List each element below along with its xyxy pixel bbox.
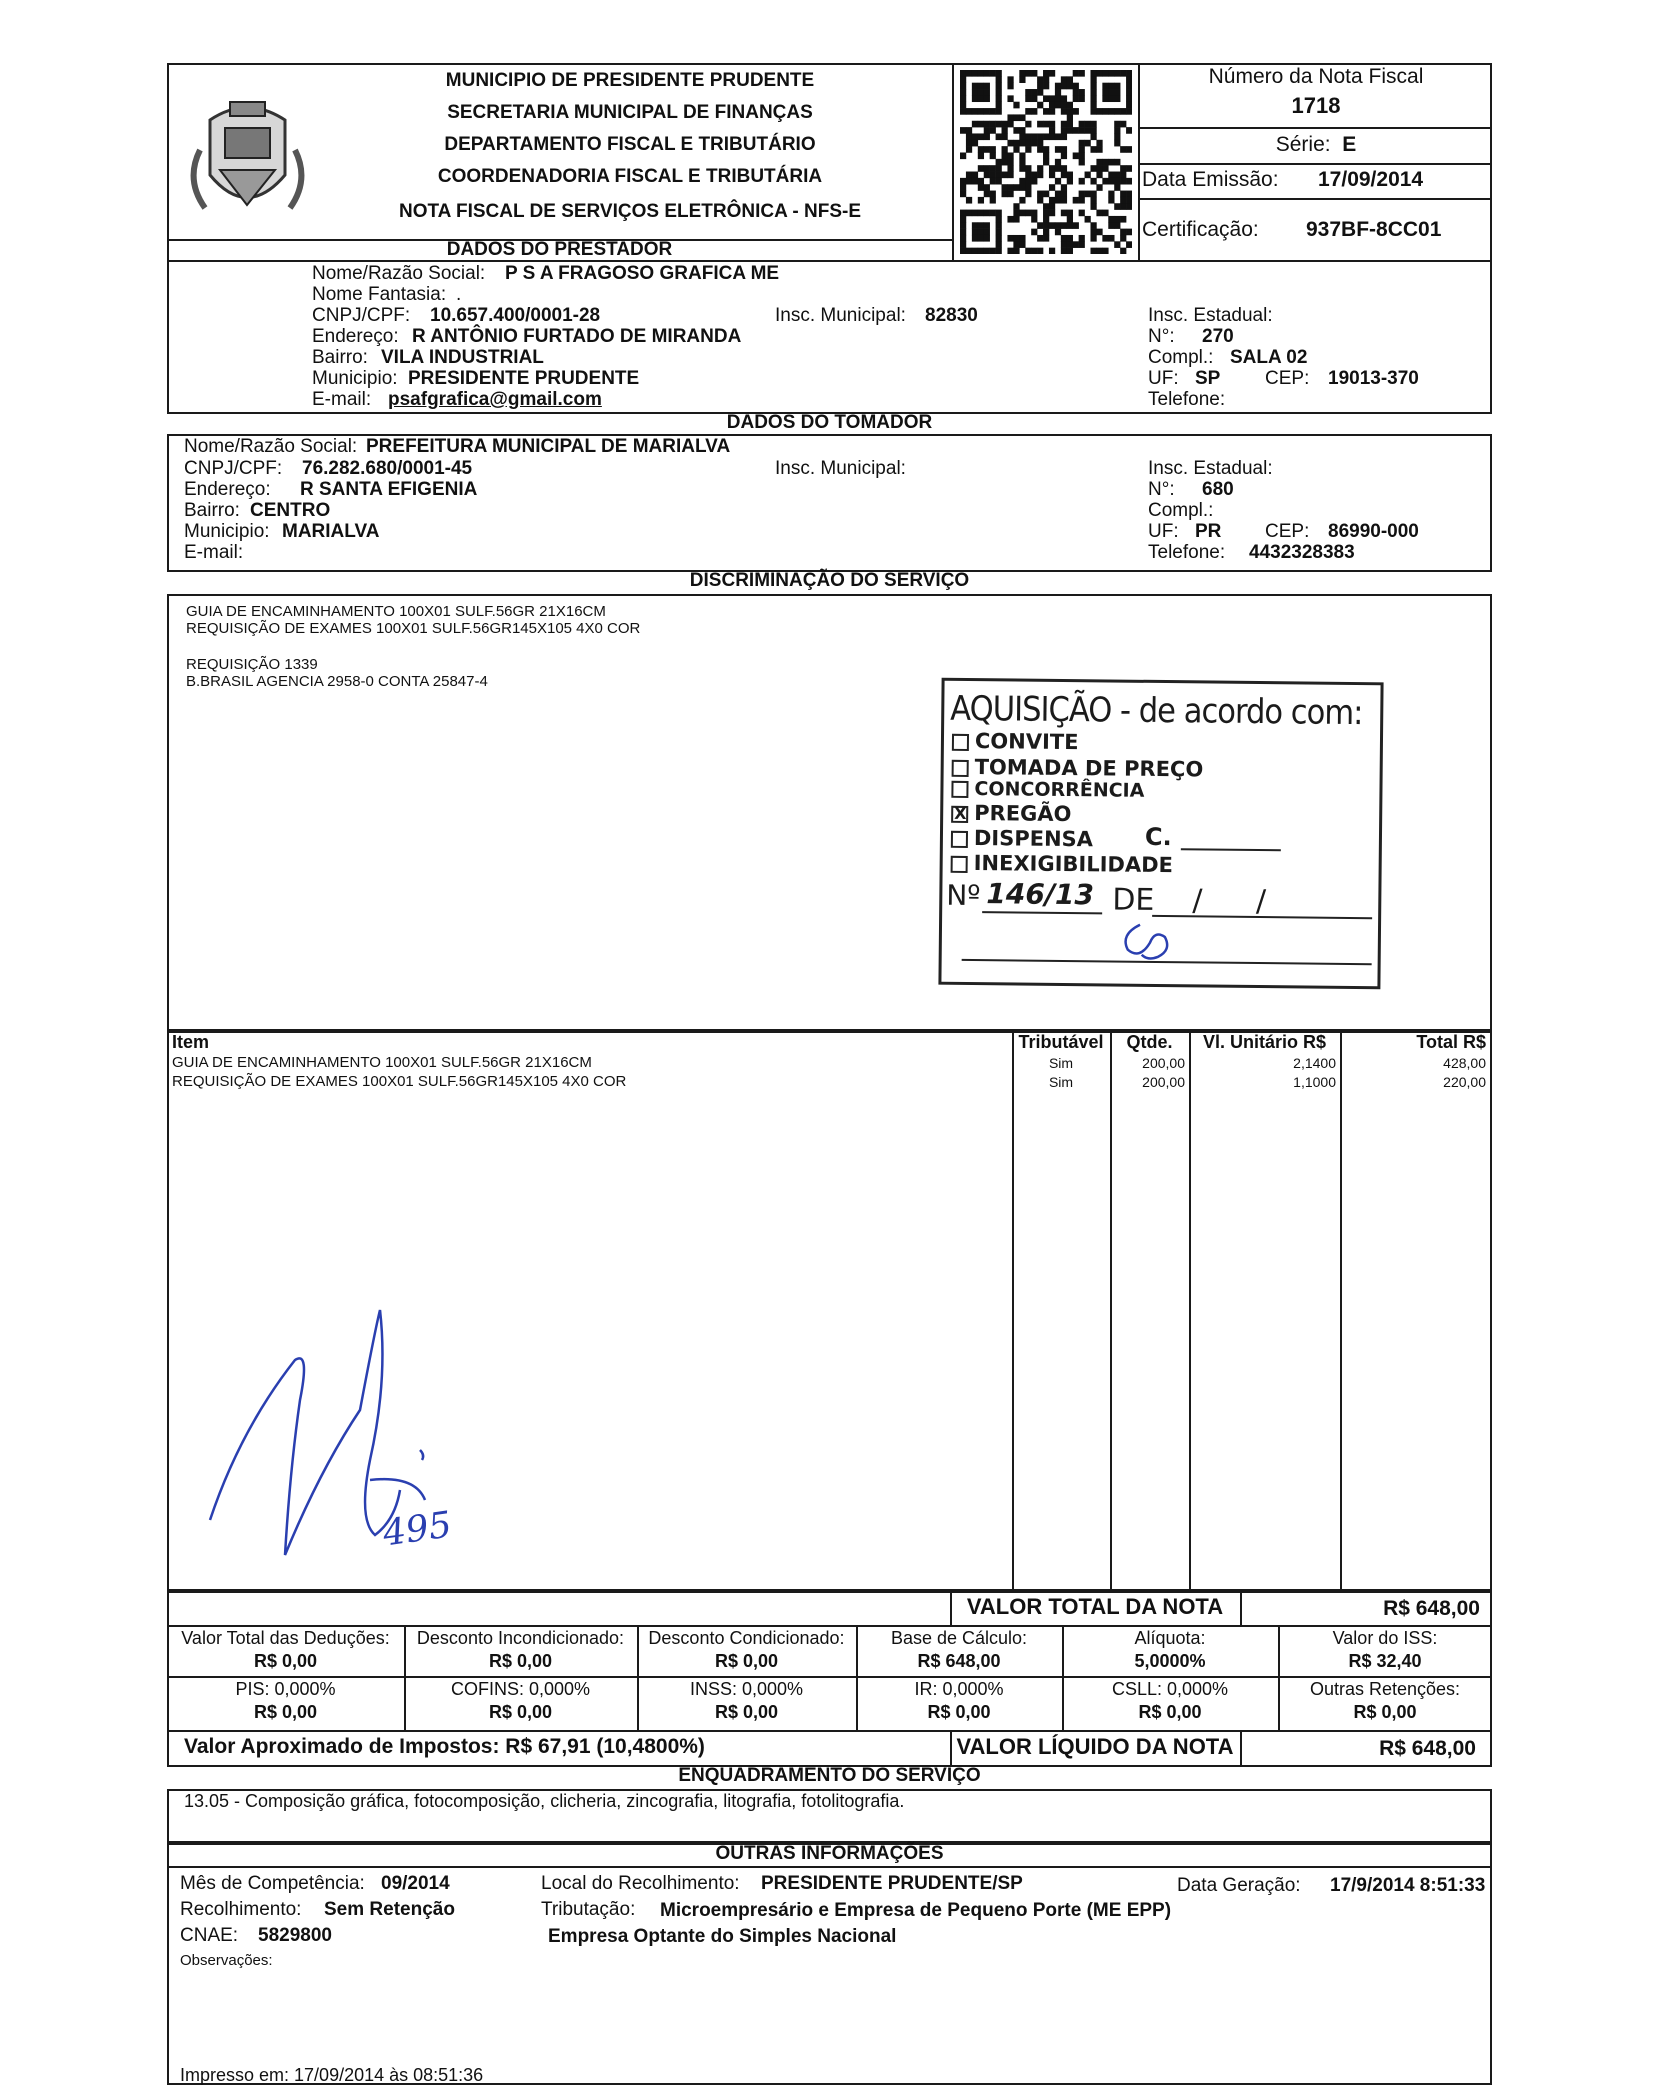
tomador-uf-label: UF: (1148, 521, 1179, 542)
tax-cell-value: R$ 0,00 (253, 1651, 318, 1671)
items-header-trib: Tributável (1018, 1032, 1104, 1052)
tax-cell-value: R$ 0,00 (1353, 1702, 1417, 1722)
nota-serie (1140, 134, 1492, 156)
nota-line-1 (1138, 127, 1492, 129)
tax-cell-label: INSS: 0,000% (689, 1679, 804, 1699)
nota-numero-label: Número da Nota Fiscal (1208, 65, 1424, 88)
prestador-bairro-label: Bairro: (312, 347, 368, 368)
cnae-label: CNAE: (180, 1925, 239, 1946)
recolhimento-label: Recolhimento: (180, 1899, 302, 1920)
tomador-num: 680 (1202, 479, 1234, 500)
observacoes-label: Observações: (180, 1952, 273, 1969)
prestador-endereco-label: Endereço: (312, 326, 399, 347)
competencia: 09/2014 (381, 1873, 450, 1894)
stamp-title: AQUISIÇÃO - de acordo com: (950, 688, 1363, 734)
emissao-value: 17/09/2014 (1318, 168, 1424, 191)
stamp-option-pregao: XPREGÃO (951, 801, 1071, 826)
tax-cell-label: Outras Retenções: (1309, 1679, 1461, 1699)
stamp-no-label: Nº (946, 878, 981, 913)
item-2-unit: 1,1000 (1293, 1074, 1336, 1090)
signature-note: 495 (380, 1504, 455, 1555)
tax-cell-label: PIS: 0,000% (235, 1679, 336, 1699)
enquadramento-section-title: ENQUADRAMENTO DO SERVIÇO (678, 1765, 981, 1786)
items-header-unit: Vl. Unitário R$ (1202, 1032, 1327, 1052)
stamp-de-label: DE (1112, 882, 1155, 918)
tomador-nome: PREFEITURA MUNICIPAL DE MARIALVA (366, 436, 731, 457)
serie-label: Série: (1275, 133, 1331, 156)
items-header-qtde: Qtde. (1126, 1032, 1173, 1052)
tomador-compl-label: Compl.: (1148, 500, 1214, 521)
prestador-email-label: E-mail: (312, 389, 372, 410)
qr-code (960, 70, 1132, 254)
prestador-cep-label: CEP: (1265, 368, 1310, 389)
tax-cell-value: R$ 32,40 (1348, 1651, 1422, 1671)
prestador-uf: SP (1195, 368, 1221, 389)
item-1-unit: 2,1400 (1293, 1055, 1336, 1071)
tax-cell-label: Valor do ISS: (1332, 1628, 1438, 1648)
cnae: 5829800 (258, 1925, 332, 1946)
stamp-date-slashes: / / (1192, 883, 1289, 920)
tomador-bairro: CENTRO (250, 500, 331, 521)
discriminacao-line-1: GUIA DE ENCAMINHAMENTO 100X01 SULF.56GR 21X16CM (186, 603, 606, 620)
prestador-cnpj: 10.657.400/0001-28 (430, 305, 601, 326)
tax-cell-value: R$ 0,00 (927, 1702, 991, 1722)
tax-cell-value: R$ 0,00 (488, 1702, 553, 1722)
stamp-option-convite: CONVITE (952, 729, 1079, 754)
item-1-total: 428,00 (1443, 1055, 1486, 1071)
discriminacao-line-4: REQUISIÇÃO 1339 (186, 656, 318, 673)
outras-section-title: OUTRAS INFORMAÇÕES (715, 1843, 944, 1864)
stamp-option-tomada: TOMADA DE PREÇO (952, 755, 1204, 782)
valor-total-label: VALOR TOTAL DA NOTA (966, 1594, 1224, 1619)
tax-cell-value: R$ 0,00 (1138, 1702, 1202, 1722)
stamp-no-value: 146/13 (986, 877, 1095, 912)
header-line-2: SECRETARIA MUNICIPAL DE FINANÇAS (447, 102, 813, 123)
simples-nacional: Empresa Optante do Simples Nacional (548, 1926, 897, 1947)
tomador-nome-label: Nome/Razão Social: (184, 436, 358, 457)
cert-value: 937BF-8CC01 (1306, 218, 1442, 241)
tax-cell-label: Desconto Incondicionado: (416, 1628, 625, 1648)
emissao-label: Data Emissão: (1142, 168, 1279, 191)
recolhimento: Sem Retenção (324, 1899, 455, 1920)
tax-cell-value: R$ 0,00 (714, 1702, 779, 1722)
local: PRESIDENTE PRUDENTE/SP (761, 1873, 1023, 1894)
stamp-option-dispensa: DISPENSA (951, 826, 1093, 851)
prestador-num-label: N°: (1148, 326, 1175, 347)
tomador-im-label: Insc. Municipal: (775, 458, 906, 479)
items-header-total: Total R$ (1416, 1032, 1486, 1052)
tax-cell-value: 5,0000% (1134, 1651, 1206, 1671)
prestador-num: 270 (1202, 326, 1234, 347)
item-1-qtde: 200,00 (1142, 1055, 1185, 1071)
item-2-desc: REQUISIÇÃO DE EXAMES 100X01 SULF.56GR145X105 4X0 COR (172, 1073, 627, 1090)
stamp-no-line (982, 911, 1102, 914)
tomador-uf: PR (1195, 521, 1222, 542)
checkbox-tomada (952, 760, 969, 777)
tributacao: Microempresário e Empresa de Pequeno Porte (ME EPP) (660, 1900, 1172, 1921)
prestador-compl: SALA 02 (1230, 347, 1308, 368)
tax-cell-value: R$ 648,00 (917, 1651, 1001, 1671)
checkbox-inexigibilidade (951, 856, 968, 873)
nota-numero: 1718 (1291, 93, 1341, 118)
prestador-uf-label: UF: (1148, 368, 1179, 389)
tomador-section-title: DADOS DO TOMADOR (726, 412, 933, 433)
prestador-ie-label: Insc. Estadual: (1148, 305, 1273, 326)
item-1-desc: GUIA DE ENCAMINHAMENTO 100X01 SULF.56GR 21X16CM (172, 1054, 592, 1071)
tomador-municipio: MARIALVA (282, 521, 380, 542)
tomador-cnpj-label: CNPJ/CPF: (184, 458, 283, 479)
checkbox-dispensa (951, 831, 968, 848)
stamp-c-line (1181, 848, 1281, 851)
nota-line-2 (1138, 163, 1492, 165)
nota-line-3 (1138, 198, 1492, 200)
competencia-label: Mês de Competência: (180, 1873, 365, 1894)
valor-liquido-label: VALOR LÍQUIDO DA NOTA (956, 1734, 1234, 1759)
prestador-endereco: R ANTÔNIO FURTADO DE MIRANDA (412, 326, 742, 347)
tax-cell-value: R$ 0,00 (488, 1651, 553, 1671)
item-1-trib: Sim (1048, 1055, 1074, 1071)
tomador-municipio-label: Municipio: (184, 521, 270, 542)
prestador-cnpj-label: CNPJ/CPF: (312, 305, 411, 326)
prestador-im: 82830 (925, 305, 978, 326)
tax-cell-value: R$ 0,00 (253, 1702, 318, 1722)
aquisicao-stamp (938, 678, 1383, 990)
prestador-tel-label: Telefone: (1148, 389, 1226, 410)
items-col-1 (1012, 1031, 1014, 1591)
header-line-3: DEPARTAMENTO FISCAL E TRIBUTÁRIO (444, 134, 816, 155)
tomador-cnpj: 76.282.680/0001-45 (302, 458, 473, 479)
prestador-nome-label: Nome/Razão Social: (312, 263, 486, 284)
tax-cell-value: R$ 0,00 (714, 1651, 779, 1671)
tax-cell-label: IR: 0,000% (914, 1679, 1004, 1699)
header-line-1: MUNICIPIO DE PRESIDENTE PRUDENTE (445, 70, 815, 91)
totals-line-3 (167, 1730, 1492, 1732)
tomador-cep: 86990-000 (1328, 521, 1419, 542)
discriminacao-line-2: REQUISIÇÃO DE EXAMES 100X01 SULF.56GR145X105 4X0 COR (186, 620, 641, 637)
tax-cell-label: CSLL: 0,000% (1111, 1679, 1229, 1699)
tax-cell-label: Desconto Condicionado: (648, 1628, 845, 1648)
items-col-4 (1340, 1031, 1342, 1591)
checkbox-convite (952, 734, 969, 751)
items-col-2 (1110, 1031, 1112, 1591)
checkbox-pregao-checked (951, 806, 968, 823)
geracao-label: Data Geração: (1177, 1875, 1301, 1896)
geracao: 17/9/2014 8:51:33 (1330, 1875, 1486, 1896)
valor-liquido: R$ 648,00 (1379, 1737, 1476, 1760)
local-label: Local do Recolhimento: (541, 1873, 740, 1894)
prestador-email[interactable]: psafgrafica@gmail.com (388, 389, 602, 410)
impostos-aproximados: Valor Aproximado de Impostos: R$ 67,91 (10,4800%) (184, 1735, 705, 1758)
checkbox-concorrencia (951, 781, 968, 798)
prestador-im-label: Insc. Municipal: (775, 305, 906, 326)
prestador-bairro: VILA INDUSTRIAL (381, 347, 544, 368)
outras-title-line (167, 1866, 1492, 1868)
stamp-option-inexigibilidade: INEXIGIBILIDADE (951, 851, 1174, 877)
serie-value: E (1342, 133, 1357, 156)
tomador-ie-label: Insc. Estadual: (1148, 458, 1273, 479)
coat-of-arms-logo (180, 90, 315, 230)
header-line-4: COORDENADORIA FISCAL E TRIBUTÁRIA (437, 166, 823, 187)
prestador-compl-label: Compl.: (1148, 347, 1214, 368)
tomador-cep-label: CEP: (1265, 521, 1310, 542)
items-col-3 (1189, 1031, 1191, 1591)
valor-total: R$ 648,00 (1383, 1597, 1480, 1620)
tax-cell-label: Valor Total das Deduções: (181, 1628, 390, 1648)
prestador-fantasia: . (456, 284, 462, 305)
stamp-option-concorrencia: CONCORRÊNCIA (951, 778, 1144, 802)
tomador-email-label: E-mail: (184, 542, 244, 563)
tomador-num-label: N°: (1148, 479, 1175, 500)
stamp-c-label: C. (1144, 822, 1172, 852)
tomador-tel-label: Telefone: (1148, 542, 1226, 563)
tomador-bairro-label: Bairro: (184, 500, 240, 521)
prestador-cep: 19013-370 (1328, 368, 1419, 389)
tomador-tel: 4432328383 (1249, 542, 1355, 563)
header-line-5: NOTA FISCAL DE SERVIÇOS ELETRÔNICA - NFS-E (398, 201, 861, 222)
tomador-endereco: R SANTA EFIGENIA (300, 479, 478, 500)
items-header-item: Item (172, 1032, 210, 1052)
discriminacao-line-5: B.BRASIL AGENCIA 2958-0 CONTA 25847-4 (186, 673, 488, 690)
tax-cell-label: COFINS: 0,000% (450, 1679, 591, 1699)
prestador-fantasia-label: Nome Fantasia: (312, 284, 447, 305)
discriminacao-section-title: DISCRIMINAÇÃO DO SERVIÇO (689, 570, 970, 591)
tax-cell-label: Alíquota: (1134, 1628, 1206, 1648)
enquadramento-text: 13.05 - Composição gráfica, fotocomposição, clicheria, zincografia, litografia, fotolitografia. (184, 1791, 905, 1811)
stamp-initials-signature (1110, 914, 1181, 965)
item-2-qtde: 200,00 (1142, 1074, 1185, 1090)
prestador-municipio-label: Municipio: (312, 368, 398, 389)
item-2-trib: Sim (1048, 1074, 1074, 1090)
qr-left-divider (952, 63, 954, 262)
tax-cell-label: Base de Cálculo: (890, 1628, 1028, 1648)
prestador-municipio: PRESIDENTE PRUDENTE (408, 368, 640, 389)
tomador-endereco-label: Endereço: (184, 479, 271, 500)
prestador-nome: P S A FRAGOSO GRAFICA ME (505, 263, 780, 284)
tributacao-label: Tributação: (541, 1899, 636, 1920)
item-2-total: 220,00 (1443, 1074, 1486, 1090)
cert-label: Certificação: (1142, 218, 1259, 241)
prestador-section-title: DADOS DO PRESTADOR (446, 239, 673, 260)
impresso-em: Impresso em: 17/09/2014 às 08:51:36 (180, 2065, 484, 2085)
